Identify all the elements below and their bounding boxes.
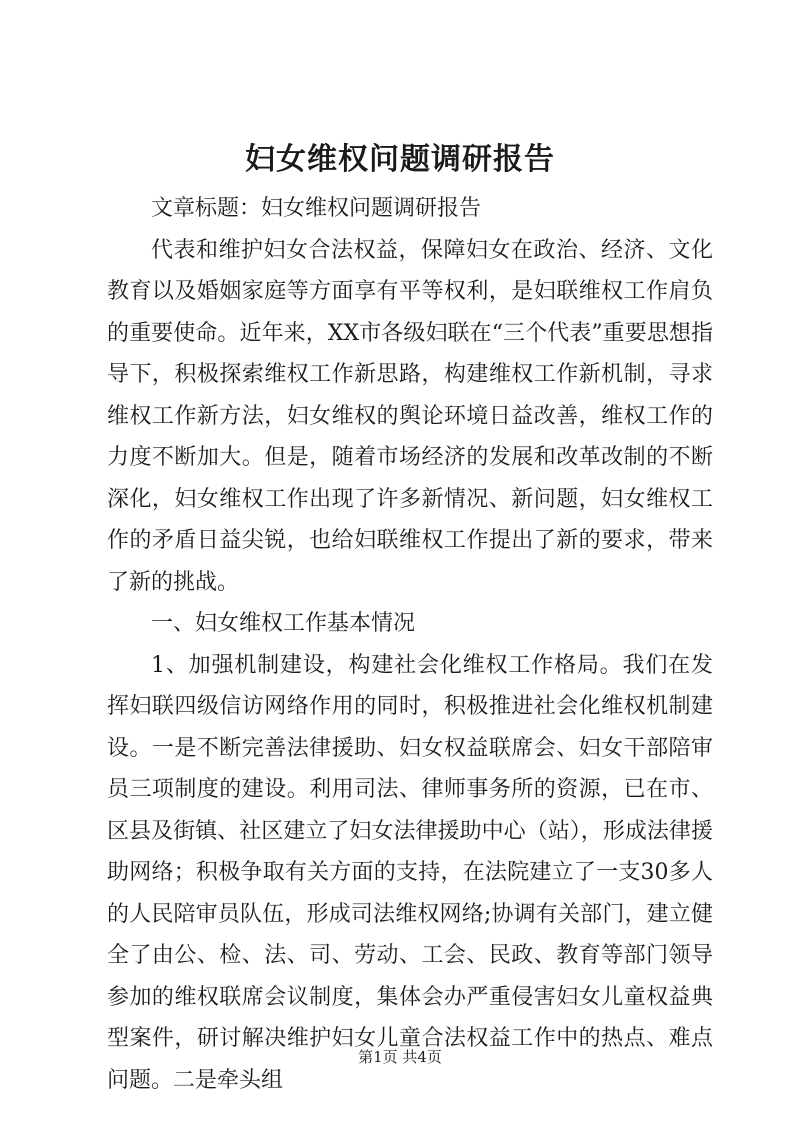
document-body xyxy=(107,188,713,1101)
paragraph-introduction: 代表和维护妇女合法权益，保障妇女在政治、经济、文化教育以及婚姻家庭等方面享有平等权利，是妇联维权工作肩负的重要使命。近年来，XX市各级妇联在“三个代表”重要思想指导下，积极探索维权工作新思路，构建维权工作新机制，寻求维权工作新方法，妇女维权的舆论环境日益改善，维权工作的力度不断加大。但是，随着市场经济的发展和改革改制的不断深化，妇女维权工作出现了许多新情况、新问题，妇女维权工作的矛盾日益尖锐，也给妇联维权工作提出了新的要求，带来了新的挑战。 xyxy=(107,237,713,595)
paragraph-mechanism-building: 1、加强机制建设，构建社会化维权工作格局。我们在发挥妇联四级信访网络作用的同时，积极推进社会化维权机制建设。一是不断完善法律援助、妇女权益联席会、妇女干部陪审员三项制度的建设。利用司法、律师事务所的资源，已在市、区县及街镇、社区建立了妇女法律援助中心（站），形成法律援助网络；积极争取有关方面的支持，在法院建立了一支30多人的人民陪审员队伍，形成司法维权网络;协调有关部门，建立健全了由公、检、法、司、劳动、工会、民政、教育等部门领导参加的维权联席会议制度，集体会办严重侵害妇女儿童权益典型案件，研讨解决维护妇女儿童合法权益工作中的热点、难点问题。二是牵头组 xyxy=(107,652,713,1093)
document-title: 妇女维权问题调研报告 xyxy=(245,142,555,177)
page-footer: 第1页 共4页 xyxy=(358,1048,442,1066)
section-heading-basic-situation: 一、妇女维权工作基本情况 xyxy=(151,611,416,636)
paragraph-article-title: 文章标题：妇女维权问题调研报告 xyxy=(151,196,482,221)
